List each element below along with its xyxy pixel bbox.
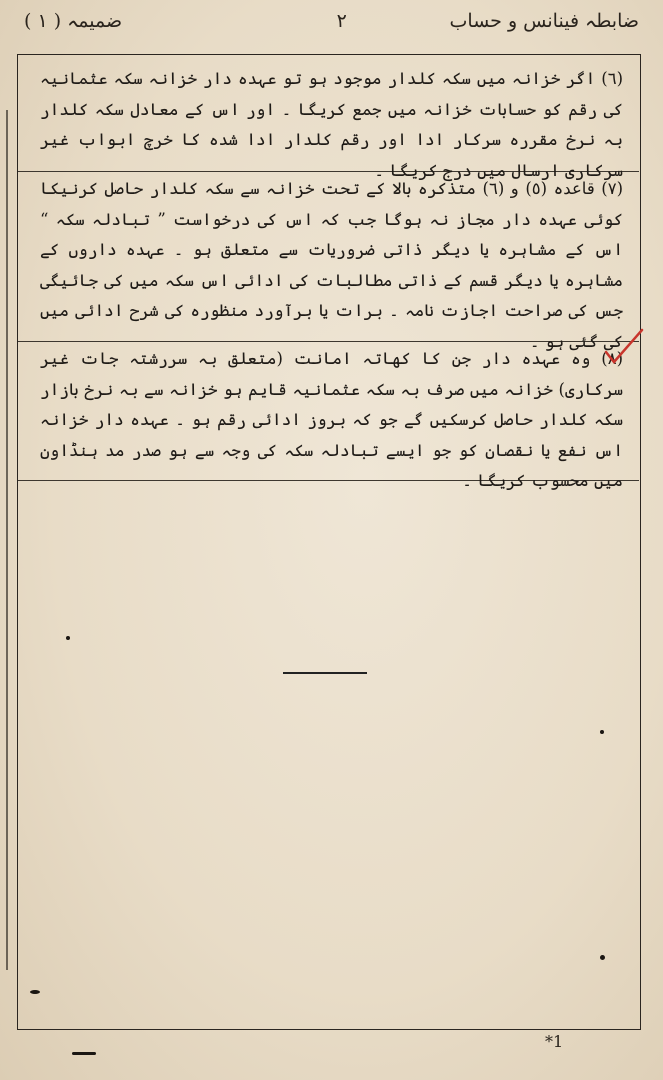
ink-speck	[30, 990, 40, 994]
ink-speck	[66, 636, 70, 640]
page-number: ۲	[336, 10, 347, 32]
paragraph-6: (٦) اگر خزانہ میں سکہ کلدار موجود ہو تو عہدہ دار خزانہ سکہ عثمانیہ کی رقم کو حسابات خزانہ میں جمع کریگا ۔ اور اس کے معادل سکہ کلدار بہ نرخ مقررہ سرکار ادا اور رقم کلدار ادا شدہ کا خرچ ابواب غیر سرکاری ارسال میں درج کریگا ۔	[40, 69, 623, 180]
red-check-mark	[604, 326, 644, 366]
margin-line	[6, 110, 8, 970]
paragraph-8: (٨) وہ عہدہ دار جن کا کھاتہ امانت (متعلق بہ سررشتہ جات غیر سرکاری) خزانہ میں صرف بہ سکہ عثمانیہ قایم ہو خزانہ سے بہ نرخ بازار سکہ کلدار حاصل کرسکیں گے جو کہ بروز ادائی رقم ہو ۔ عہدہ دار خزانہ اس نفع یا نقصان کو جو ایسے تبادلہ سکہ کی وجہ سے ہو صدر مد ہنڈاون میں محسوب کریگا ۔	[40, 349, 623, 490]
footnote-marker: *1	[545, 1032, 564, 1051]
ink-smudge	[72, 1052, 96, 1055]
page-header	[18, 6, 645, 46]
document-title: ضابطہ فینانس و حساب	[449, 10, 639, 32]
ink-speck	[600, 955, 605, 960]
end-rule	[283, 672, 367, 674]
annex-label: ضمیمہ ( ۱ )	[24, 10, 123, 32]
ink-speck	[600, 730, 604, 734]
paragraph-7: (٧) قاعدہ (٥) و (٦) متذکرہ بالا کے تحت خزانہ سے سکہ کلدار حاصل کرنیکا کوئی عہدہ دار مجاز نہ ہوگا جب کہ اس کی درخواست ” تبادلہ سکہ “ اس کے مشاہرہ یا دیگر ذاتی ضروریات سے متعلق ہو ۔ عہدہ داروں کے مشاہرہ یا دیگر قسم کے ذاتی مطالبات کی ادائی اس سکہ میں کی جائیگی جس کی صراحت اجازت نامہ ۔ برات یا برآورد منظورہ کی شرح ادائی میں کی گئی ہو ۔	[40, 179, 624, 351]
